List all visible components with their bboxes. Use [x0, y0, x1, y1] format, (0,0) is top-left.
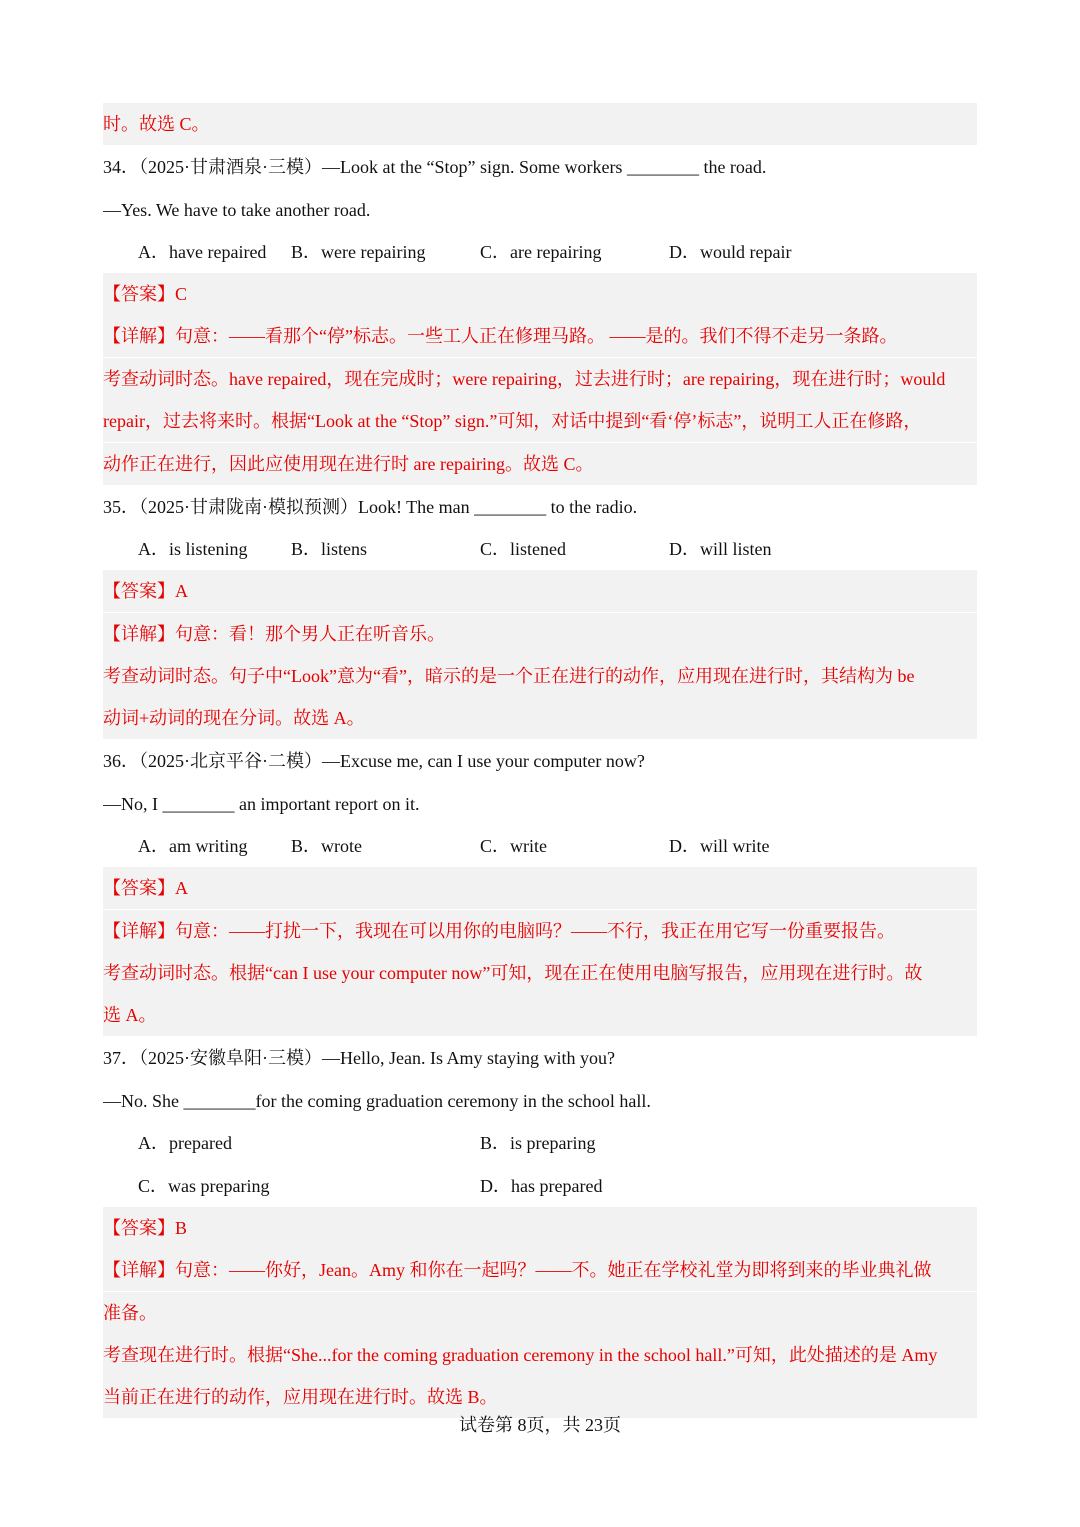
option-c: C．are repairing: [480, 242, 602, 262]
question-34-explanation-4: 动作正在进行，因此应使用现在进行时 are repairing。故选 C。: [103, 443, 977, 485]
question-35-stem: 35．（2025·甘肃陇南·模拟预测）Look! The man ________ to the radio.: [103, 497, 638, 517]
question-37-stem: 37．（2025·安徽阜阳·三模）—Hello, Jean. Is Amy staying with you?: [103, 1048, 615, 1068]
question-36-stem: 36．（2025·北京平谷·二模）—Excuse me, can I use your computer now?: [103, 751, 645, 771]
option-d: D．has prepared: [480, 1176, 603, 1196]
question-37-options-row-2: [103, 1165, 977, 1207]
option-d: D．will listen: [669, 539, 772, 559]
option-c: C．write: [480, 836, 547, 856]
question-36-explanation-1: 【详解】句意：——打扰一下，我现在可以用你的电脑吗？——不行，我正在用它写一份重要报告。: [103, 910, 977, 952]
question-34-explanation-3: repair，过去将来时。根据“Look at the “Stop” sign.”可知，对话中提到“看‘停’标志”，说明工人正在修路，: [103, 400, 977, 442]
option-a: A．prepared: [138, 1133, 232, 1153]
question-37-explanation-4: 当前正在进行的动作，应用现在进行时。故选 B。: [103, 1376, 977, 1418]
question-37-explanation-1: 【详解】句意：——你好，Jean。Amy 和你在一起吗？——不。她正在学校礼堂为即将到来的毕业典礼做: [103, 1249, 977, 1291]
question-35-answer: 【答案】A: [103, 570, 977, 612]
question-35-explanation-3: 动词+动词的现在分词。故选 A。: [103, 697, 977, 739]
question-34-explanation-1: 【详解】句意：——看那个“停”标志。一些工人正在修理马路。 ——是的。我们不得不走另一条路。: [103, 315, 977, 357]
question-37-explanation-3: 考查现在进行时。根据“She...for the coming graduation ceremony in the school hall.”可知，此处描述的是 Amy: [103, 1334, 977, 1376]
question-34-stem: 34．（2025·甘肃酒泉·三模）—Look at the “Stop” sign. Some workers ________ the road.: [103, 157, 767, 177]
question-36-answer: 【答案】A: [103, 867, 977, 909]
option-b: B．is preparing: [480, 1133, 596, 1153]
option-b: B．were repairing: [291, 242, 426, 262]
explanation-tail: 时。故选 C。: [103, 103, 977, 145]
option-d: D．would repair: [669, 242, 792, 262]
option-d: D．will write: [669, 836, 770, 856]
question-36-explanation-2: 考查动词时态。根据“can I use your computer now”可知，现在正在使用电脑写报告，应用现在进行时。故: [103, 952, 977, 994]
question-36-explanation-3: 选 A。: [103, 994, 977, 1036]
question-36-dialog: —No, I ________ an important report on it.: [103, 794, 420, 814]
question-35-explanation-1: 【详解】句意：看！那个男人正在听音乐。: [103, 613, 977, 655]
question-35-options: [103, 528, 977, 570]
option-a: A．is listening: [138, 539, 248, 559]
question-37-explanation-2: 准备。: [103, 1292, 977, 1334]
option-a: A．have repaired: [138, 242, 267, 262]
question-34-explanation-2: 考查动词时态。have repaired，现在完成时；were repairing，过去进行时；are repairing，现在进行时；would: [103, 358, 977, 400]
page-footer: 试卷第 8页，共 23页: [459, 1415, 621, 1435]
question-34-options: [103, 231, 977, 273]
question-37-answer: 【答案】B: [103, 1207, 977, 1249]
question-35-explanation-2: 考查动词时态。句子中“Look”意为“看”，暗示的是一个正在进行的动作，应用现在进行时，其结构为 be: [103, 655, 977, 697]
option-b: B．listens: [291, 539, 368, 559]
option-c: C．listened: [480, 539, 566, 559]
option-c: C．was preparing: [138, 1176, 270, 1196]
option-b: B．wrote: [291, 836, 362, 856]
question-34-dialog: —Yes. We have to take another road.: [103, 200, 371, 220]
question-37-dialog: —No. She ________for the coming graduation ceremony in the school hall.: [103, 1091, 651, 1111]
question-36-options: [103, 825, 977, 867]
question-34-answer: 【答案】C: [103, 273, 977, 315]
question-37-options-row-1: [103, 1122, 977, 1164]
option-a: A．am writing: [138, 836, 248, 856]
